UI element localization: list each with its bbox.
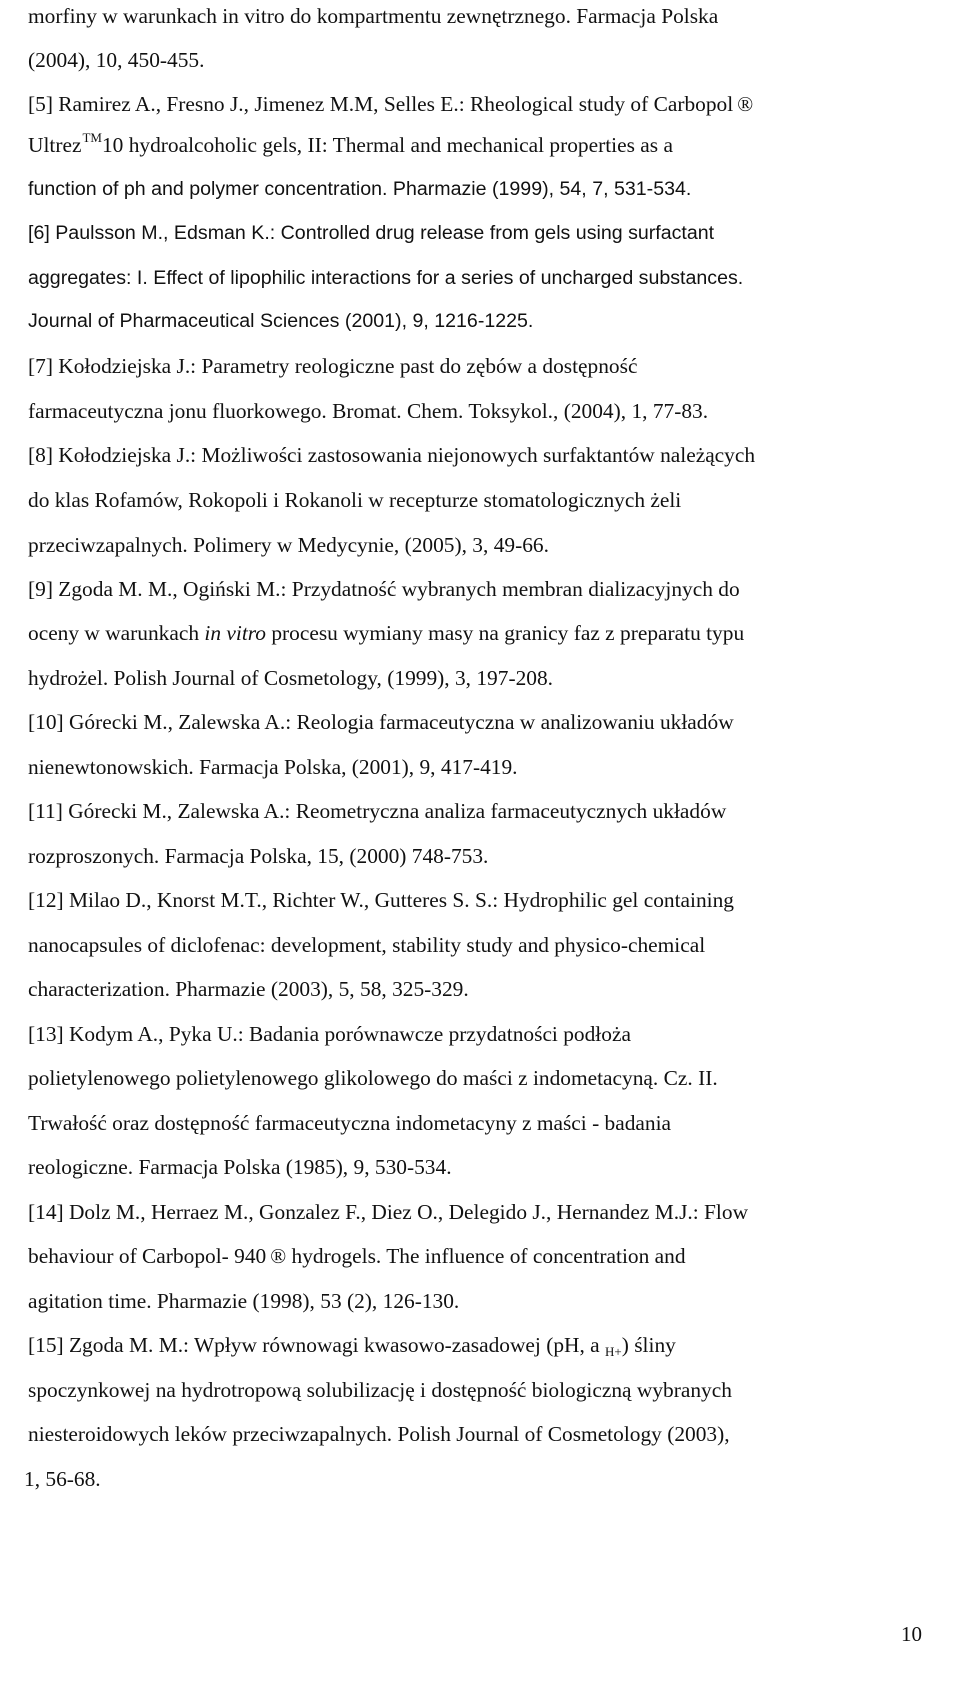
ref-14-text-2b: hydrogels. The influence of concentration and <box>286 1244 686 1268</box>
ref-7-line-2: farmaceutyczna jonu fluorkowego. Bromat. Chem. Toksykol., (2004), 1, 77-83. <box>28 399 709 423</box>
ref-9-line-1: [9] Zgoda M. M., Ogiński M.: Przydatność wybranych membran dializacyjnych do <box>28 577 740 601</box>
ref-8-line-1: [8] Kołodziejska J.: Możliwości zastosowania niejonowych surfaktantów należących <box>28 443 756 467</box>
ref-5-text-1: [5] Ramirez A., Fresno J., Jimenez M.M, Selles E.: Rheological study of Carbopol <box>28 92 734 116</box>
page-number: 10 <box>901 1622 922 1646</box>
ref-10-line-1: [10] Górecki M., Zalewska A.: Reologia farmaceutyczna w analizowaniu układów <box>28 710 734 734</box>
ref-8-line-2: do klas Rofamów, Rokopoli i Rokanoli w recepturze stomatologicznych żeli <box>28 488 682 512</box>
ref-12-line-2: nanocapsules of diclofenac: development, stability study and physico-chemical <box>28 933 706 957</box>
ref-13-line-3: Trwałość oraz dostępność farmaceutyczna indometacyny z maści - badania <box>28 1111 672 1135</box>
ref-11-line-2: rozproszonych. Farmacja Polska, 15, (2000) 748-753. <box>28 844 489 868</box>
ref-15-line-4: 1, 56-68. <box>24 1467 101 1491</box>
ref-5-line-1 <box>28 94 753 115</box>
registered-mark-icon: ® <box>737 92 754 116</box>
trademark-superscript: TM <box>82 130 102 145</box>
ref-15-line-3: niesteroidowych leków przeciwzapalnych. Polish Journal of Cosmetology (2003), <box>28 1422 730 1446</box>
ref-14-text-2a: behaviour of Carbopol- 940 <box>28 1244 267 1268</box>
ref-14-line-2 <box>28 1246 686 1267</box>
ref-4-line-1: morfiny w warunkach in vitro do kompartmentu zewnętrznego. Farmacja Polska <box>28 4 719 28</box>
ref-9-line-3: hydrożel. Polish Journal of Cosmetology, (1999), 3, 197-208. <box>28 666 554 690</box>
ref-13-line-1: [13] Kodym A., Pyka U.: Badania porównawcze przydatności podłoża <box>28 1022 631 1046</box>
ref-9-italic-term: in vitro <box>204 621 266 645</box>
ref-6-line-1: [6] Paulsson M., Edsman K.: Controlled drug release from gels using surfactant <box>28 222 715 244</box>
registered-mark-icon: ® <box>270 1244 287 1268</box>
ref-14-line-1: [14] Dolz M., Herraez M., Gonzalez F., Diez O., Delegido J., Hernandez M.J.: Flow <box>28 1200 749 1224</box>
ref-5-text-2b: 10 hydroalcoholic gels, II: Thermal and mechanical properties as a <box>101 133 673 157</box>
ref-10-line-2: nienewtonowskich. Farmacja Polska, (2001), 9, 417-419. <box>28 755 518 779</box>
ref-9-line-2 <box>28 623 744 644</box>
ref-7-line-1: [7] Kołodziejska J.: Parametry reologiczne past do zębów a dostępność <box>28 354 638 378</box>
ref-15-text-1a: [15] Zgoda M. M.: Wpływ równowagi kwasowo-zasadowej (pH, a <box>28 1333 606 1357</box>
ref-12-line-3: characterization. Pharmazie (2003), 5, 58, 325-329. <box>28 977 469 1001</box>
ref-5-text-2a: Ultrez <box>28 133 82 157</box>
ref-13-line-4: reologiczne. Farmacja Polska (1985), 9, 530-534. <box>28 1155 452 1179</box>
ref-6-line-3: Journal of Pharmaceutical Sciences (2001), 9, 1216-1225. <box>28 310 534 332</box>
ref-9-text-2b: procesu wymiany masy na granicy faz z preparatu typu <box>266 621 745 645</box>
ref-15-subscript: H+ <box>605 1344 622 1359</box>
ref-12-line-1: [12] Milao D., Knorst M.T., Richter W., Gutteres S. S.: Hydrophilic gel containing <box>28 888 735 912</box>
ref-5-line-2 <box>28 130 673 157</box>
ref-15-line-2: spoczynkowej na hydrotropową solubilizację i dostępność biologiczną wybranych <box>28 1378 732 1402</box>
ref-13-line-2: polietylenowego polietylenowego glikolowego do maści z indometacyną. Cz. II. <box>28 1066 718 1090</box>
ref-14-line-3: agitation time. Pharmazie (1998), 53 (2), 126-130. <box>28 1289 460 1313</box>
ref-6-line-2: aggregates: I. Effect of lipophilic interactions for a series of uncharged substances. <box>28 267 744 289</box>
ref-4-line-2: (2004), 10, 450-455. <box>28 48 205 72</box>
ref-15-line-1 <box>28 1333 676 1359</box>
ref-9-text-2a: oceny w warunkach <box>28 621 205 645</box>
ref-15-text-1b: ) śliny <box>621 1333 676 1357</box>
ref-5-line-3: function of ph and polymer concentration. Pharmazie (1999), 54, 7, 531-534. <box>28 178 692 200</box>
ref-11-line-1: [11] Górecki M., Zalewska A.: Reometryczna analiza farmaceutycznych układów <box>28 799 727 823</box>
ref-8-line-3: przeciwzapalnych. Polimery w Medycynie, (2005), 3, 49-66. <box>28 533 549 557</box>
